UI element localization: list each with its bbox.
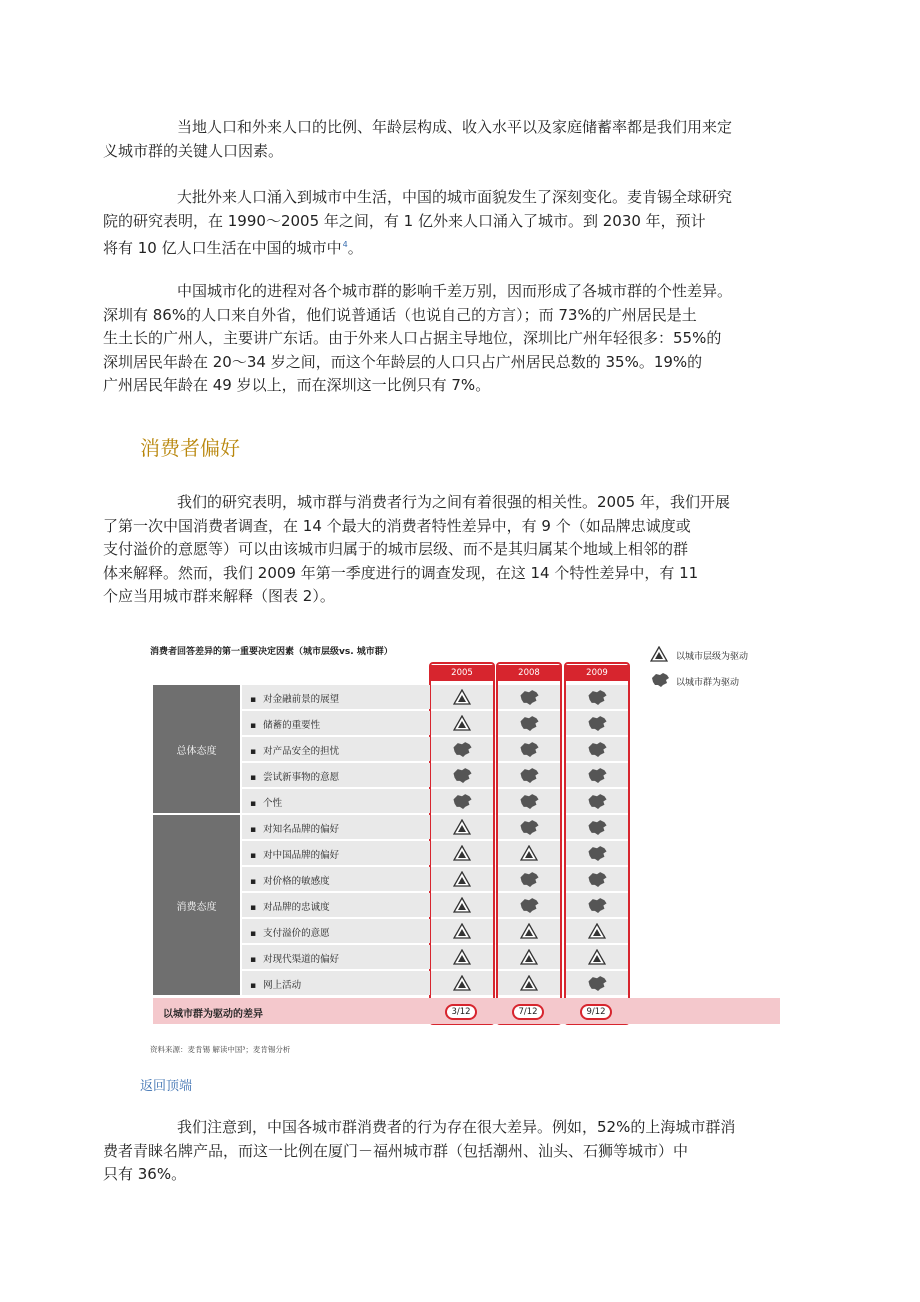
text-line: 中国城市化的进程对各个城市群的影响千差万别，因而形成了各城市群的个性差异。: [177, 282, 733, 300]
china-map-icon: [566, 711, 628, 735]
factor-label: ▪ 对价格的敏感度: [250, 873, 330, 887]
group-label: 消费态度: [153, 815, 240, 995]
text-line: 我们的研究表明，城市群与消费者行为之间有着很强的相关性。2005 年，我们开展: [177, 493, 730, 511]
china-map-icon: [566, 763, 628, 787]
text-fragment: 将有 10 亿人口生活在中国的城市中: [103, 239, 342, 257]
paragraph-1: [103, 116, 808, 163]
factor-label: ▪ 对中国品牌的偏好: [250, 847, 339, 861]
text-line: 我们注意到，中国各城市群消费者的行为存在很大差异。例如，52%的上海城市群消: [177, 1118, 736, 1136]
china-map-icon: [498, 737, 560, 761]
text-line: 当地人口和外来人口的比例、年龄层构成、收入水平以及家庭储蓄率都是我们用来定: [177, 118, 733, 136]
factor-label: ▪ 储蓄的重要性: [250, 717, 320, 731]
china-map-icon: [566, 841, 628, 865]
china-map-icon: [498, 815, 560, 839]
china-map-icon: [431, 763, 493, 787]
triangle-icon: [431, 971, 493, 995]
triangle-icon: [431, 815, 493, 839]
paragraph-4: [103, 491, 808, 609]
china-map-icon: [566, 789, 628, 813]
triangle-icon: [431, 841, 493, 865]
text-line: 深圳有 86%的人口来自外省，他们说普通话（也说自己的方言）；而 73%的广州居民是土: [103, 305, 697, 324]
group-label: 总体态度: [153, 685, 240, 813]
triangle-icon: [498, 919, 560, 943]
text-line: 只有 36%。: [103, 1165, 187, 1183]
factor-label: ▪ 对品牌的忠诚度: [250, 899, 330, 913]
china-map-icon: [498, 685, 560, 709]
text-line: 个应当用城市群来解释（图表 2）。: [103, 587, 335, 605]
text-line: 生土长的广州人，主要讲广东话。由于外来人口占据主导地位，深圳比广州年轻很多：55%的: [103, 329, 722, 347]
exhibit-figure: [150, 640, 780, 1060]
triangle-icon: [431, 867, 493, 891]
triangle-icon: [498, 971, 560, 995]
china-map-icon: [566, 893, 628, 917]
china-map-icon: [566, 815, 628, 839]
factor-row: [242, 893, 430, 917]
summary-value-2005: 3/12: [445, 1004, 477, 1020]
china-map-icon: [498, 893, 560, 917]
year-header-2009: 2009: [566, 665, 628, 681]
text-line: 深圳居民年龄在 20～34 岁之间，而这个年龄层的人口只占广州居民总数的 35%。19%的: [103, 352, 703, 371]
china-map-icon: [498, 711, 560, 735]
summary-label: 以城市群为驱动的差异: [163, 1009, 263, 1020]
factor-row: [242, 711, 430, 735]
paragraph-5: [103, 1116, 808, 1187]
factor-row: [242, 789, 430, 813]
summary-value-2008: 7/12: [512, 1004, 544, 1020]
factor-label: ▪ 对金融前景的展望: [250, 691, 339, 705]
summary-value-2009: 9/12: [580, 1004, 612, 1020]
year-header-2008: 2008: [498, 665, 560, 681]
china-map-icon: [566, 867, 628, 891]
factor-label: ▪ 对现代渠道的偏好: [250, 951, 339, 965]
legend-label: 以城市层级为驱动: [676, 652, 749, 662]
text-line: 大批外来人口涌入到城市中生活，中国的城市面貌发生了深刻变化。麦肯锡全球研究: [177, 188, 733, 206]
china-map-icon: [498, 867, 560, 891]
triangle-icon: [498, 945, 560, 969]
text-line: 体来解释。然而，我们 2009 年第一季度进行的调查发现，在这 14 个特性差异中，有 11: [103, 563, 699, 582]
china-map-icon: [498, 763, 560, 787]
footnote-ref[interactable]: 4: [342, 240, 348, 249]
section-heading: 消费者偏好: [140, 436, 240, 460]
factor-label: ▪ 对产品安全的担忧: [250, 743, 339, 757]
factor-row: [242, 971, 430, 995]
china-map-icon: [650, 672, 670, 688]
year-header-2005: 2005: [431, 665, 493, 681]
factor-row: [242, 763, 430, 787]
factor-label: ▪ 对知名品牌的偏好: [250, 821, 339, 835]
triangle-icon: [431, 685, 493, 709]
china-map-icon: [566, 737, 628, 761]
paragraph-2: [103, 186, 808, 261]
triangle-icon: [431, 711, 493, 735]
paragraph-3: [103, 280, 808, 398]
legend-item-cluster: [650, 672, 740, 688]
figure-source: 资料来源：麦肯锡 解读中国³；麦肯锡分析: [150, 1045, 291, 1054]
triangle-icon: [431, 945, 493, 969]
triangle-icon: [566, 919, 628, 943]
china-map-icon: [431, 789, 493, 813]
triangle-icon: [431, 893, 493, 917]
triangle-icon: [650, 646, 668, 662]
factor-row: [242, 737, 430, 761]
factor-label: ▪ 网上活动: [250, 977, 301, 991]
text-line: 义城市群的关键人口因素。: [103, 141, 284, 160]
factor-label: ▪ 个性: [250, 795, 282, 809]
back-to-top-link[interactable]: 返回顶端: [140, 1079, 193, 1094]
factor-row: [242, 815, 430, 839]
text-line: 广州居民年龄在 49 岁以上，而在深圳这一比例只有 7%。: [103, 376, 491, 394]
triangle-icon: [498, 841, 560, 865]
text-line: 了第一次中国消费者调查，在 14 个最大的消费者特性差异中，有 9 个（如品牌忠诚度或: [103, 516, 691, 535]
factor-row: [242, 919, 430, 943]
china-map-icon: [431, 737, 493, 761]
text-line: 院的研究表明，在 1990～2005 年之间，有 1 亿外来人口涌入了城市。到 2030 年，预计: [103, 211, 706, 230]
text-line: [103, 233, 808, 261]
china-map-icon: [566, 971, 628, 995]
legend-label: 以城市群为驱动: [676, 678, 740, 688]
triangle-icon: [566, 945, 628, 969]
factor-label: ▪ 尝试新事物的意愿: [250, 769, 339, 783]
triangle-icon: [431, 919, 493, 943]
text-fragment: 。: [347, 239, 363, 257]
figure-title: 消费者回答差异的第一重要决定因素（城市层级vs. 城市群）: [150, 647, 393, 657]
text-line: 支付溢价的意愿等）可以由该城市归属于的城市层级、而不是其归属某个地域上相邻的群: [103, 540, 689, 558]
text-line: 费者青睐名牌产品，而这一比例在厦门－福州城市群（包括潮州、汕头、石狮等城市）中: [103, 1141, 689, 1160]
legend-item-tier: [650, 646, 749, 662]
factor-label: ▪ 支付溢价的意愿: [250, 925, 330, 939]
china-map-icon: [566, 685, 628, 709]
factor-row: [242, 945, 430, 969]
factor-row: [242, 841, 430, 865]
factor-row: [242, 867, 430, 891]
china-map-icon: [498, 789, 560, 813]
factor-row: [242, 685, 430, 709]
